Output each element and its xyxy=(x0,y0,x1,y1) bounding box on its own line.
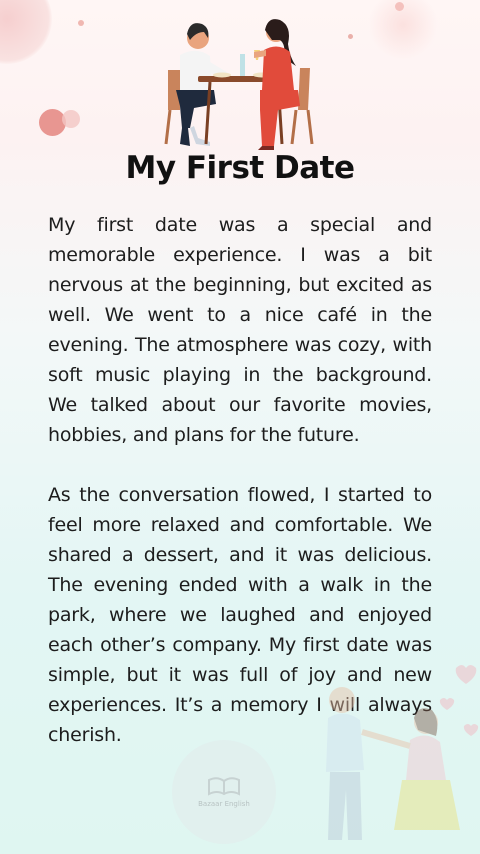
decor-dot xyxy=(62,110,80,128)
watermark-text: Bazaar English xyxy=(198,800,250,808)
couple-dinner-illustration xyxy=(150,10,330,150)
decor-dot xyxy=(78,20,84,26)
decor-dot xyxy=(395,2,404,11)
paragraph: My first date was a special and memorable experience. I was a bit nervous at the beginning, but excited as well. We went to a nice café in the evening. The atmosphere was cozy, with soft music playing in the background. We talked about our favorite movies, hobbies, and plans for the future. xyxy=(48,214,432,446)
book-logo-icon xyxy=(207,776,241,796)
paragraph: As the conversation flowed, I started to feel more relaxed and comfortable. We shared a dessert, and it was delicious. The evening ended with a walk in the park, where we laughed and enjoyed each other’s company. My first date was simple, but it was full of joy and new experiences. It’s a memory I will always cherish. xyxy=(48,484,432,746)
decor-dot xyxy=(348,34,353,39)
page-title: My First Date xyxy=(125,150,355,186)
decor-blob xyxy=(0,0,52,64)
watermark-logo xyxy=(172,740,276,844)
couple-walking-illustration xyxy=(290,660,480,854)
